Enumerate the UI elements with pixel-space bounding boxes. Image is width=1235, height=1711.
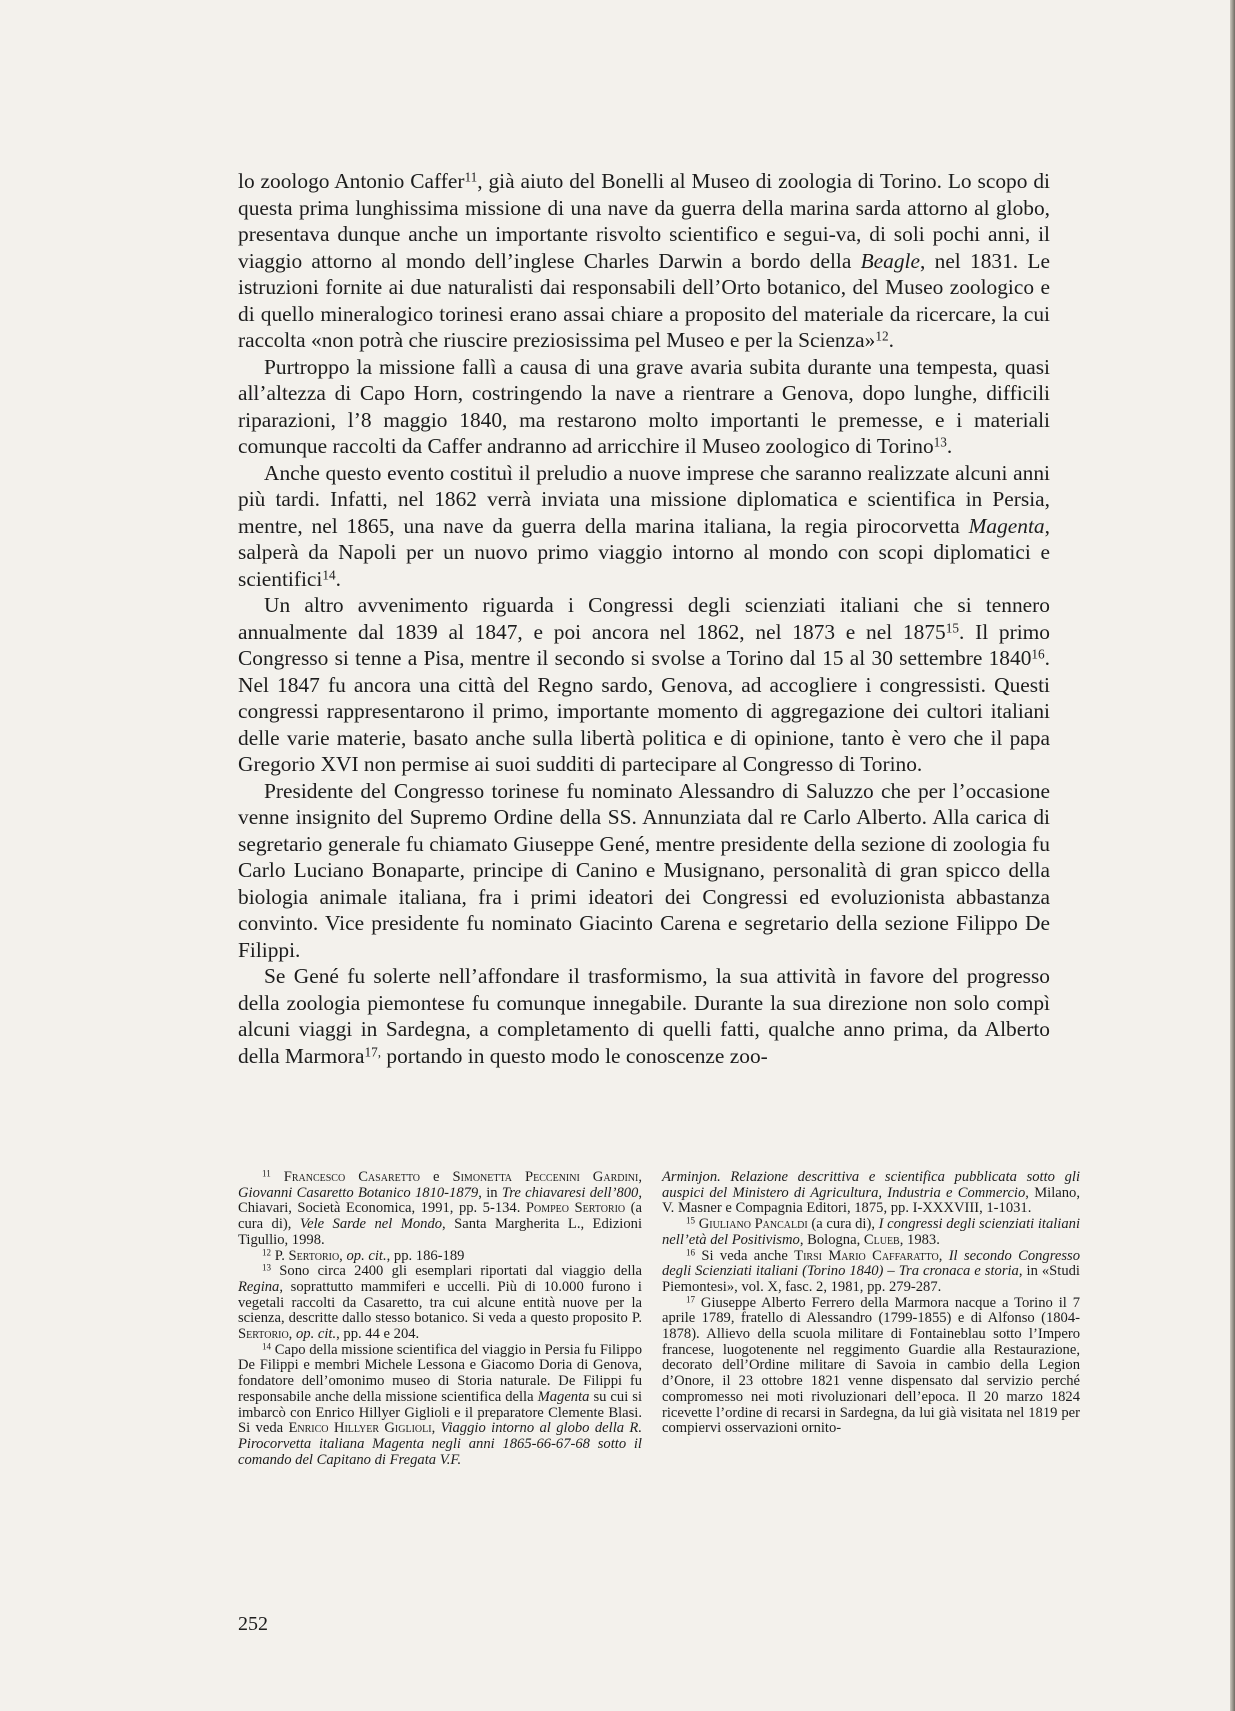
italic-text: Magenta — [968, 513, 1045, 538]
text-run: Se Gené fu solerte nell’affondare il trasformismo, la sua attività in favore del progresso della zoologia piemontese fu comunque innegabile. Durante la sua direzione non solo compì alcuni viaggi in Sardegna, a completamento di quelli fatti, qualche anno prima, da Alberto della Marmora — [238, 964, 1050, 1068]
footnote-ref: 15 — [686, 1215, 696, 1226]
italic-text: Vele Sarde nel Mondo — [299, 1216, 443, 1233]
author-name: Francesco Casaretto — [283, 1169, 420, 1185]
text-run: . — [335, 566, 341, 591]
footnote-ref: 14 — [322, 566, 336, 582]
italic-text: Tre chiavaresi dell’800 — [501, 1184, 639, 1201]
italic-text: Viaggio intorno al globo della R. Pirocorvetta italiana Magenta negli anni 1865-66-67-68 sotto il comando del Capitano di Fregata V.F. — [238, 1420, 642, 1468]
paragraph — [238, 168, 1050, 354]
italic-text: I congressi degli scienziati italiani nell’età del Positivismo — [662, 1216, 1080, 1248]
text-run: Un altro avvenimento riguarda i Congressi degli scienziati italiani che si tennero annualmente dal 1839 al 1847, e poi ancora nel 1862, nel 1873 e nel 1875 — [238, 593, 1050, 644]
footnote — [662, 1249, 1080, 1296]
text-run: , Chiavari, Società Economica, 1991, pp. 5-134. — [238, 1184, 643, 1217]
footnote-ref: 13 — [933, 434, 947, 450]
italic-text: Beagle — [860, 248, 920, 273]
text-run: Purtroppo la missione fallì a causa di una grave avaria subita durante una tempesta, quasi all’altezza di Capo Horn, costringendo la nave a rientrare a Genova, dopo lunghe, difficili riparazioni, l’8 maggio 1840, ma restarono molto importanti le premesse, e i materiali comunque raccolti da Caffer andranno ad arricchire il Museo zoologico di Torino — [238, 354, 1050, 458]
text-run: (a cura di), — [807, 1216, 879, 1233]
text-run: , — [431, 1420, 441, 1437]
footnote-ref: 12 — [875, 328, 889, 344]
author-name: Sertorio — [288, 1247, 340, 1264]
italic-text: op. cit. — [295, 1326, 337, 1343]
footnote-ref: 16 — [1031, 646, 1045, 662]
footnote-ref: 11 — [464, 169, 478, 185]
text-run: Anche questo evento costituì il preludio a nuove imprese che saranno realizzate alcuni anni più tardi. Infatti, nel 1862 verrà inviata una missione diplomatica e scientifica in Persia, mentre, nel 1865, una nave da guerra della marina italiana, la regia pirocorvetta — [238, 460, 1050, 538]
author-name: Enrico Hillyer Giglioli — [288, 1420, 432, 1437]
footnote — [662, 1170, 1080, 1217]
footnote-ref: 16 — [686, 1247, 696, 1257]
paragraph — [238, 354, 1050, 460]
text-run: , in «Studi Piemontesi», vol. X, fasc. 2, 1981, pp. 279-287. — [662, 1263, 1080, 1295]
page-edge-shadow — [1230, 0, 1235, 1711]
italic-text: Arminjon. Relazione descrittiva e scientifica pubblicata sotto gli auspici del Ministero di Agricultura, Industria e Commercio — [662, 1169, 1080, 1201]
footnote — [238, 1170, 642, 1249]
text-run: , — [638, 1169, 642, 1185]
text-run: , salperà da Napoli per un nuovo primo viaggio intorno al mondo con scopi diplomatici e scientifici — [238, 513, 1050, 591]
text-run: , — [288, 1326, 296, 1343]
text-run: , soprattutto mammiferi e uccelli. Più di 10.000 furono i vegetali raccolti da Casaretto, tra cui alcune entità nuove per la scienza, descritte dallo stesso botanico. Si veda a questo proposito P. — [238, 1278, 642, 1327]
text-run: , — [339, 1247, 347, 1264]
italic-text: op. cit. — [346, 1247, 387, 1264]
footnote — [662, 1296, 1080, 1437]
text-run: , pp. 44 e 204. — [336, 1326, 420, 1343]
text-run: , Bologna, — [799, 1231, 864, 1248]
author-name: Clueb — [863, 1231, 900, 1248]
text-run: , — [938, 1247, 949, 1264]
text-run: , in — [478, 1184, 502, 1201]
footnote-ref: 14 — [262, 1341, 272, 1352]
author-name: Tirsi Mario Caffaratto — [794, 1247, 939, 1264]
paragraph — [238, 460, 1050, 593]
text-run: Capo della missione scientifica del viaggio in Persia fu Filippo De Filippi e membri Michele Lessona e Giacomo Doria di Genova, fondatore dell’omonimo museo di Storia naturale. De Filippi fu responsabile anche della missione scientifica della — [238, 1341, 642, 1405]
footnote-ref: 17, — [364, 1043, 382, 1059]
text-run: Giuseppe Alberto Ferrero della Marmora nacque a Torino il 7 aprile 1789, fratello di Alessandro (1799-1855) e di Alfonso (1804-1878). Allievo della scuola militare di Fontaineblau sotto l’Impero francese, luogotenente nel reggimento Guardie alla Restaurazione, decorato dell’Ordine militare di Savoia in cambio della Legion d’Onore, il 23 ottobre 1821 venne dispensato dal servizio perché compromesso nei moti rivoluzionari dell’epoca. Il 20 marzo 1824 ricevette l’ordine di recarsi in Sardegna, da lui già visitata nel 1819 per compiervi osservazioni ornito- — [662, 1294, 1080, 1437]
text-run: (a cura di), — [238, 1200, 642, 1233]
italic-text: Il secondo Congresso degli Scienziati italiani (Torino 1840) – Tra cronaca e storia — [662, 1247, 1081, 1280]
text-run: P. — [271, 1247, 289, 1264]
text-run: , già aiuto del Bonelli al Museo di zoologia di Torino. Lo scopo di questa prima lunghissima missione di una nave da guerra della marina sarda attorno al globo, presentava dunque anche un importante risvolto scientifico e segui-va, di soli pochi anni, il viaggio attorno al mondo dell’inglese Charles Darwin a bordo della — [238, 169, 1050, 273]
page-number: 252 — [238, 1613, 268, 1635]
text-run: . Il primo Congresso si tenne a Pisa, mentre il secondo si svolse a Torino dal 15 al 30 settembre 1840 — [238, 619, 1050, 670]
main-text — [238, 168, 1050, 1069]
footnote-ref: 15 — [945, 619, 959, 635]
footnote — [662, 1217, 1080, 1248]
text-run: e — [419, 1169, 453, 1185]
paragraph — [238, 592, 1050, 778]
text-run — [271, 1169, 284, 1185]
author-name: Pompeo Sertorio — [525, 1200, 626, 1217]
footnote — [238, 1249, 642, 1265]
footnote — [238, 1264, 642, 1343]
text-run: . — [888, 328, 894, 352]
text-run: Si veda anche — [695, 1247, 795, 1264]
text-run: . — [946, 434, 953, 458]
footnote-ref: 11 — [262, 1168, 271, 1179]
author-name: Simonetta Peccenini Gardini — [452, 1169, 639, 1185]
italic-text: Giovanni Casaretto Botanico 1810-1879 — [238, 1184, 479, 1201]
text-run: su cui si imbarcò con Enrico Hillyer Giglioli e il preparatore Clemente Blasi. Si veda — [238, 1388, 642, 1437]
text-run: lo zoologo Antonio Caffer — [238, 169, 465, 193]
footnote — [238, 1343, 642, 1469]
italic-text: Regina — [238, 1278, 280, 1295]
text-run: Sono circa 2400 gli esemplari riportati dal viaggio della — [271, 1263, 642, 1280]
text-run: , Santa Margherita L., Edizioni Tigullio, 1998. — [238, 1216, 642, 1248]
paragraph — [238, 778, 1050, 964]
italic-text: Magenta — [537, 1388, 590, 1405]
text-run: , nel 1831. Le istruzioni fornite ai due naturalisti dai responsabili dell’Orto botanico, del Museo zoologico e di quello mineralogico torinesi erano assai chiare a proposito del materiale da ricercare, la cui raccolta «non potrà che riuscire preziosissima pel Museo e per la Scienza» — [238, 248, 1050, 352]
text-run: portando in questo modo le conoscenze zoo- — [381, 1043, 768, 1068]
text-run: , pp. 186-189 — [386, 1247, 465, 1264]
footnotes-left-column — [238, 1170, 642, 1468]
text-run: Presidente del Congresso torinese fu nominato Alessandro di Saluzzo che per l’occasione venne insignito del Supremo Ordine della SS. Annunziata dal re Carlo Alberto. Alla carica di segretario generale fu chiamato Giuseppe Gené, mentre presidente della sezione di zoologia fu Carlo Luciano Bonaparte, principe di Canino e Musignano, personalità di gran spicco della biologia animale italiana, fra i primi ideatori dei Congressi ed evoluzionista abbastanza convinto. Vice presidente fu nominato Giacinto Carena e segretario della sezione Filippo De Filippi. — [238, 778, 1050, 962]
author-name: Giuliano Pancaldi — [698, 1216, 808, 1233]
text-run: , 1983. — [899, 1231, 940, 1248]
footnote-ref: 13 — [262, 1262, 272, 1273]
paragraph — [238, 963, 1050, 1069]
text-run: . Nel 1847 fu ancora una città del Regno sardo, Genova, ad accogliere i congressisti. Questi congressi rappresentarono il primo, importante momento di aggregazione dei cultori italiani delle varie materie, basato anche sulla libertà politica e di opinione, tanto è vero che il papa Gregorio XVI non permise ai suoi sudditi di partecipare al Congresso di Torino. — [238, 646, 1050, 776]
footnotes-right-column — [662, 1170, 1080, 1437]
text-run: , Milano, V. Masner e Compagnia Editori, 1875, pp. I-XXXVIII, 1-1031. — [662, 1184, 1080, 1217]
author-name: Sertorio — [238, 1326, 289, 1343]
footnote-ref: 17 — [686, 1294, 696, 1305]
footnote-ref: 12 — [262, 1247, 272, 1257]
